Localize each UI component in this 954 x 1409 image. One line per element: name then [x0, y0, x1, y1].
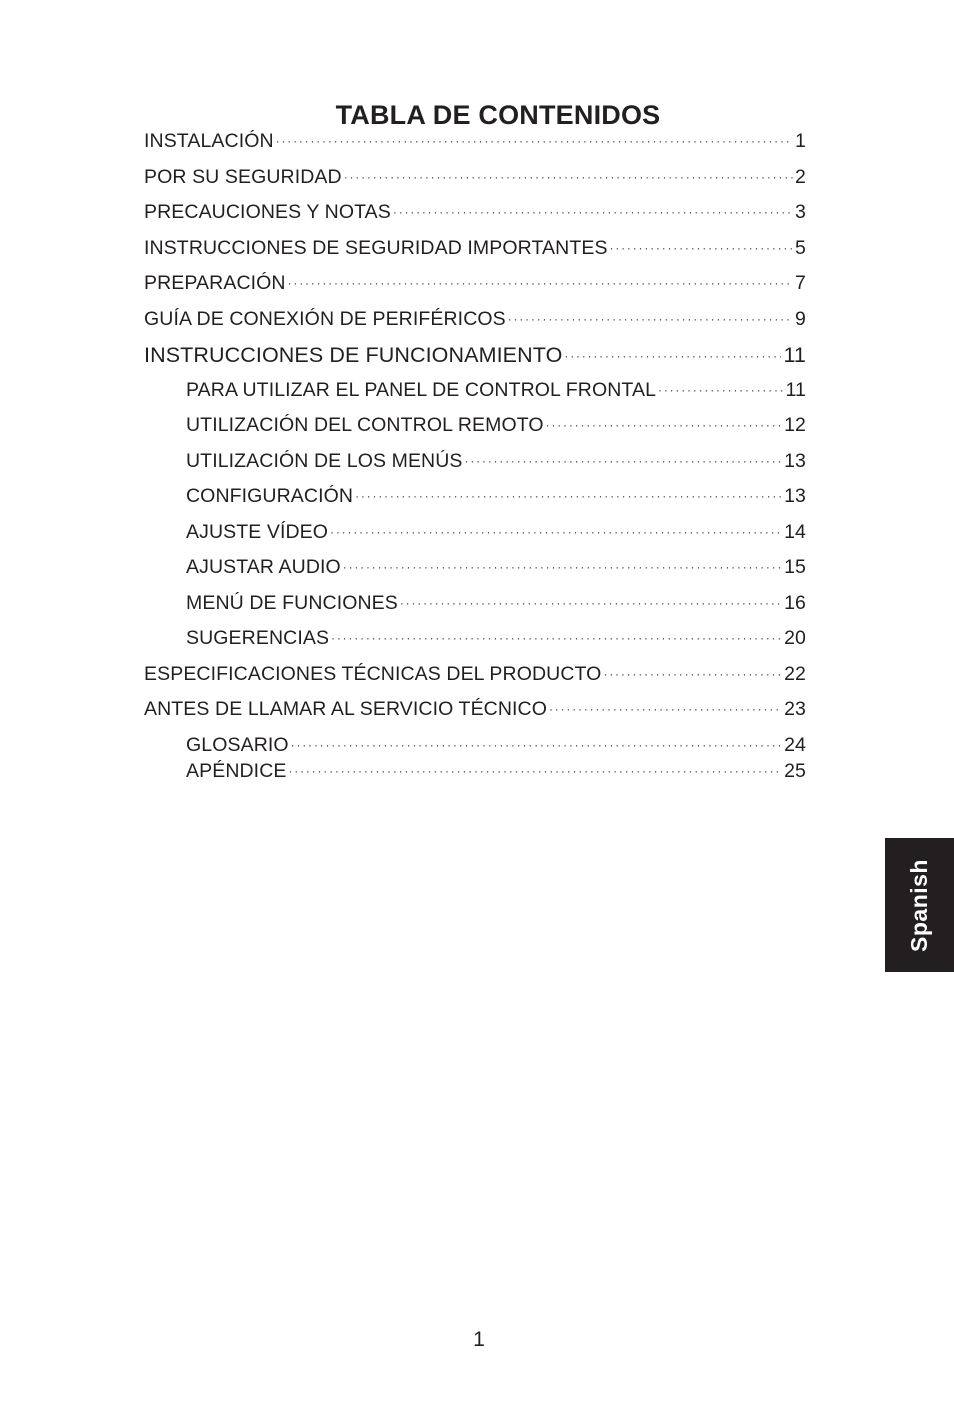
- toc-entry-page: 14: [784, 521, 806, 543]
- toc-entry-label: MENÚ DE FUNCIONES: [186, 592, 398, 614]
- toc-entry-page: 20: [784, 627, 806, 649]
- toc-entry-page: 11: [783, 343, 806, 367]
- toc-entry-instrucciones-funcionamiento[interactable]: [144, 343, 806, 369]
- toc-entry-page: 2: [795, 166, 806, 188]
- toc-entry-label: INSTRUCCIONES DE SEGURIDAD IMPORTANTES: [144, 237, 608, 259]
- toc-entry-especificaciones[interactable]: [144, 663, 806, 689]
- dot-leader: [331, 631, 782, 645]
- toc-entry-label: INSTRUCCIONES DE FUNCIONAMIENTO: [144, 343, 563, 367]
- toc-entry-label: ESPECIFICACIONES TÉCNICAS DEL PRODUCTO: [144, 663, 602, 685]
- toc-entry-sugerencias[interactable]: [186, 627, 806, 653]
- toc-entry-label: PARA UTILIZAR EL PANEL DE CONTROL FRONTAL: [186, 379, 657, 401]
- toc-entry-menus[interactable]: [186, 450, 806, 476]
- toc-entry-page: 5: [795, 237, 806, 259]
- dot-leader: [393, 205, 793, 219]
- toc-entry-page: 7: [795, 272, 806, 294]
- toc-entry-ajustar-audio[interactable]: [186, 556, 806, 582]
- toc-entry-page: 13: [784, 485, 806, 507]
- toc-entry-page: 3: [795, 201, 806, 223]
- toc-entry-label: AJUSTE VÍDEO: [186, 521, 329, 543]
- toc-entry-menu-funciones[interactable]: [186, 592, 806, 618]
- dot-leader: [343, 560, 782, 574]
- dot-leader: [344, 170, 793, 184]
- toc-entry-page: 24: [784, 734, 806, 756]
- toc-entry-label: POR SU SEGURIDAD: [144, 166, 342, 188]
- toc-entry-instrucciones-seguridad[interactable]: [144, 237, 806, 263]
- toc-entry-ajuste-video[interactable]: [186, 521, 806, 547]
- toc-entry-control-remoto[interactable]: [186, 414, 806, 440]
- toc-entry-page: 23: [784, 698, 806, 720]
- dot-leader: [508, 312, 793, 326]
- toc-entry-label: PREPARACIÓN: [144, 272, 286, 294]
- toc-entry-label: AJUSTAR AUDIO: [186, 556, 341, 578]
- dot-leader: [289, 764, 783, 778]
- toc-entry-label: SUGERENCIAS: [186, 627, 330, 649]
- toc-entry-label: APÉNDICE: [186, 760, 287, 782]
- dot-leader: [291, 738, 782, 752]
- toc-entry-page: 1: [795, 130, 806, 152]
- dot-leader: [330, 525, 782, 539]
- dot-leader: [603, 667, 782, 681]
- toc-entry-servicio-tecnico[interactable]: [144, 698, 806, 724]
- page-number: 1: [473, 1328, 485, 1351]
- language-tab: [885, 838, 954, 972]
- toc-entry-configuracion[interactable]: [186, 485, 806, 511]
- toc-entry-page: 9: [795, 308, 806, 330]
- toc-entry-apendice[interactable]: [186, 760, 806, 786]
- page-title: TABLA DE CONTENIDOS: [335, 100, 661, 130]
- toc-entry-label: GUÍA DE CONEXIÓN DE PERIFÉRICOS: [144, 308, 506, 330]
- dot-leader: [355, 489, 782, 503]
- toc-entry-label: CONFIGURACIÓN: [186, 485, 354, 507]
- dot-leader: [465, 454, 783, 468]
- toc-entry-label: PRECAUCIONES Y NOTAS: [144, 201, 391, 223]
- toc-entry-label: UTILIZACIÓN DEL CONTROL REMOTO: [186, 414, 544, 436]
- toc-entry-page: 11: [785, 379, 806, 401]
- toc-entry-precauciones[interactable]: [144, 201, 806, 227]
- toc-entry-page: 25: [784, 760, 806, 782]
- toc-entry-page: 16: [784, 592, 806, 614]
- toc-entry-label: ANTES DE LLAMAR AL SERVICIO TÉCNICO: [144, 698, 548, 720]
- toc-entry-page: 22: [784, 663, 806, 685]
- toc-entry-glosario[interactable]: [186, 734, 806, 760]
- toc-entry-por-su-seguridad[interactable]: [144, 166, 806, 192]
- dot-leader: [400, 596, 782, 610]
- language-tab-label: Spanish: [906, 858, 932, 952]
- dot-leader: [610, 241, 794, 255]
- toc-entry-label: INSTALACIÓN: [144, 130, 274, 152]
- toc-entry-label: UTILIZACIÓN DE LOS MENÚS: [186, 450, 463, 472]
- dot-leader: [276, 134, 793, 148]
- dot-leader: [288, 276, 793, 290]
- dot-leader: [546, 418, 782, 432]
- dot-leader: [564, 349, 781, 363]
- toc-entry-instalacion[interactable]: [144, 130, 806, 156]
- toc-entry-page: 12: [784, 414, 806, 436]
- dot-leader: [549, 702, 782, 716]
- toc-entry-panel-control[interactable]: [186, 379, 806, 405]
- dot-leader: [658, 383, 784, 397]
- toc-entry-page: 15: [784, 556, 806, 578]
- toc-entry-page: 13: [784, 450, 806, 472]
- toc-entry-preparacion[interactable]: [144, 272, 806, 298]
- toc-entry-label: GLOSARIO: [186, 734, 289, 756]
- toc-entry-guia-conexion[interactable]: [144, 308, 806, 334]
